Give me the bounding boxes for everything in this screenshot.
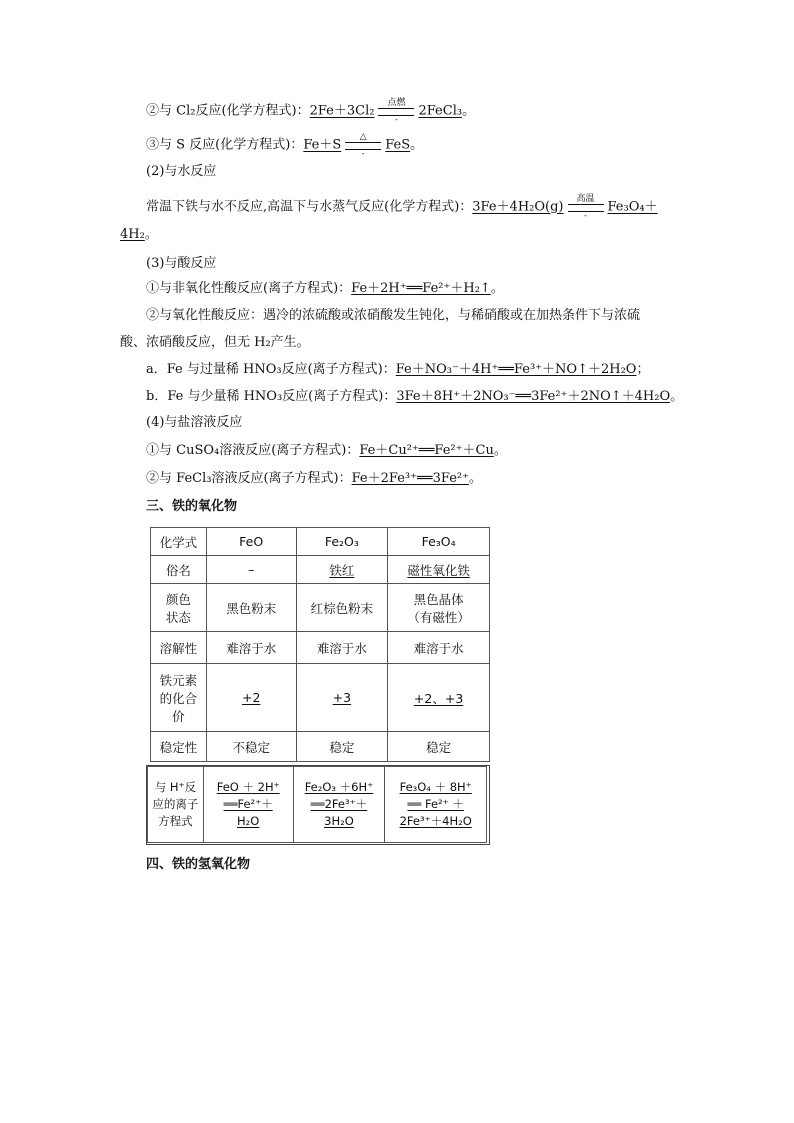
acid2-line: ②与氧化性酸反应：遇冷的浓硫酸或浓硝酸发生钝化，与稀硝酸或在加热条件下与浓硫	[146, 308, 641, 323]
a-end: ；	[636, 362, 650, 377]
a-line	[146, 360, 649, 380]
salt1-end: 。	[493, 443, 507, 458]
h-reaction-table	[147, 766, 487, 843]
fe2o3-eq-line1: Fe₂O₃ ＋6H⁺	[304, 780, 374, 794]
table-row	[151, 584, 490, 632]
s-cond-label: △	[359, 132, 367, 142]
table-row	[151, 664, 490, 732]
table-cell: Fe₂O₃	[296, 528, 388, 556]
water-title: (2)与水反应	[146, 164, 217, 179]
salt1-eq: Fe＋Cu²⁺══Fe²⁺＋Cu	[359, 443, 494, 458]
s-end: 。	[410, 137, 424, 153]
salt2-line	[146, 469, 482, 489]
acid1-prefix: ①与非氧化性酸反应(离子方程式)：	[146, 281, 352, 296]
water-end: 。	[144, 227, 158, 242]
row-header-valence: 铁元素的化合价	[151, 664, 207, 732]
iron-oxides-table	[150, 527, 490, 762]
section-heading-oxides: 三、铁的氧化物	[146, 499, 238, 514]
table-cell: 磁性氧化铁	[388, 556, 490, 584]
water-reaction-line2	[120, 225, 158, 245]
fe2o3-eq-line3: 3H₂O	[324, 814, 354, 828]
table-cell: 黑色晶体（有磁性）	[388, 584, 490, 632]
table-cell: 不稳定	[206, 732, 296, 762]
s-left: Fe＋S	[303, 137, 342, 153]
table-row	[148, 767, 487, 843]
acid1-line	[146, 279, 504, 299]
table-cell: 难溶于水	[296, 632, 388, 664]
section-heading-hydroxides: 四、铁的氢氧化物	[146, 857, 251, 872]
fe2o3-h-equation	[293, 767, 385, 843]
table-cell: 难溶于水	[206, 632, 296, 664]
cl2-cond-label: 点燃	[387, 98, 406, 108]
acid2-line2: 酸、浓硝酸反应，但无 H₂产生。	[120, 335, 310, 350]
fe2o3-eq-line2: ══2Fe³⁺＋	[310, 797, 368, 811]
cl2-left: 2Fe＋3Cl₂	[309, 103, 375, 119]
feo-eq-line1: FeO ＋ 2H⁺	[216, 780, 280, 794]
table-row	[151, 528, 490, 556]
table-cell: +2、+3	[388, 664, 490, 732]
b-prefix: b．Fe 与少量稀 HNO₃反应(离子方程式)：	[146, 389, 397, 404]
row-header-solubility: 溶解性	[151, 632, 207, 664]
salt1-line	[146, 441, 507, 461]
water-text: 常温下铁与水不反应,高温下与水蒸气反应(化学方程式)：	[146, 199, 473, 215]
table-cell: Fe₃O₄	[388, 528, 490, 556]
b-end: 。	[670, 389, 684, 404]
water-right2: 4H₂	[120, 227, 145, 242]
row-header-common-name: 俗名	[151, 556, 207, 584]
water-cond-label: 高温	[576, 194, 595, 204]
table-cell: 黑色粉末	[206, 584, 296, 632]
table-cell: +3	[296, 664, 388, 732]
table-cell: 稳定	[388, 732, 490, 762]
s-right: FeS	[385, 137, 411, 153]
feo-eq-line2: ══Fe²⁺＋	[223, 797, 273, 811]
table-row	[151, 732, 490, 762]
row-header-stability: 稳定性	[151, 732, 207, 762]
salt2-end: 。	[468, 471, 482, 486]
table-cell: +2	[206, 664, 296, 732]
b-line	[146, 387, 683, 407]
table-cell: FeO	[206, 528, 296, 556]
feo-h-equation	[203, 767, 293, 843]
cl2-reaction-line	[146, 98, 475, 124]
row-header-color-state: 颜色状态	[151, 584, 207, 632]
a-eq: Fe＋NO₃⁻＋4H⁺══Fe³⁺＋NO↑＋2H₂O	[395, 362, 637, 377]
table-row	[151, 556, 490, 584]
fe3o4-eq-line3: 2Fe³⁺＋4H₂O	[399, 814, 472, 828]
water-reaction-line	[146, 194, 658, 220]
acid1-eq: Fe＋2H⁺══Fe²⁺＋H₂↑	[351, 281, 491, 296]
salt-title: (4)与盐溶液反应	[146, 415, 243, 430]
acid-title: (3)与酸反应	[146, 256, 217, 271]
table-cell: –	[206, 556, 296, 584]
salt1-prefix: ①与 CuSO₄溶液反应(离子方程式)：	[146, 443, 360, 458]
s-prefix: ③与 S 反应(化学方程式)：	[146, 137, 304, 153]
water-left: 3Fe＋4H₂O(g)	[472, 199, 564, 215]
b-eq: 3Fe＋8H⁺＋2NO₃⁻══3Fe²⁺＋2NO↑＋4H₂O	[396, 389, 671, 404]
salt2-eq: Fe＋2Fe³⁺══3Fe²⁺	[351, 471, 469, 486]
table-cell: 难溶于水	[388, 632, 490, 664]
water-condition: 高温 -	[568, 194, 604, 220]
cl2-prefix: ②与 Cl₂反应(化学方程式)：	[146, 103, 310, 119]
cl2-right: 2FeCl₃	[418, 103, 463, 119]
row-header-h-reaction: 与 H⁺反应的离子方程式	[148, 767, 204, 843]
feo-eq-line3: H₂O	[237, 814, 260, 828]
row-header-formula: 化学式	[151, 528, 207, 556]
acid1-end: 。	[490, 281, 504, 296]
fe3o4-eq-line2: ══ Fe²⁺ ＋	[407, 797, 464, 811]
table-cell: 稳定	[296, 732, 388, 762]
fe3o4-eq-line1: Fe₃O₄ ＋ 8H⁺	[399, 780, 472, 794]
s-reaction-line	[146, 132, 423, 158]
cl2-condition: 点燃 -	[378, 98, 414, 124]
s-condition: △ -	[345, 132, 381, 158]
table-cell: 红棕色粉末	[296, 584, 388, 632]
salt2-prefix: ②与 FeCl₃溶液反应(离子方程式)：	[146, 471, 352, 486]
fe3o4-h-equation	[385, 767, 487, 843]
cl2-end: 。	[462, 103, 476, 119]
water-right: Fe₃O₄＋	[607, 199, 658, 215]
a-prefix: a．Fe 与过量稀 HNO₃反应(离子方程式)：	[146, 362, 396, 377]
table-cell: 铁红	[296, 556, 388, 584]
table-row	[151, 632, 490, 664]
